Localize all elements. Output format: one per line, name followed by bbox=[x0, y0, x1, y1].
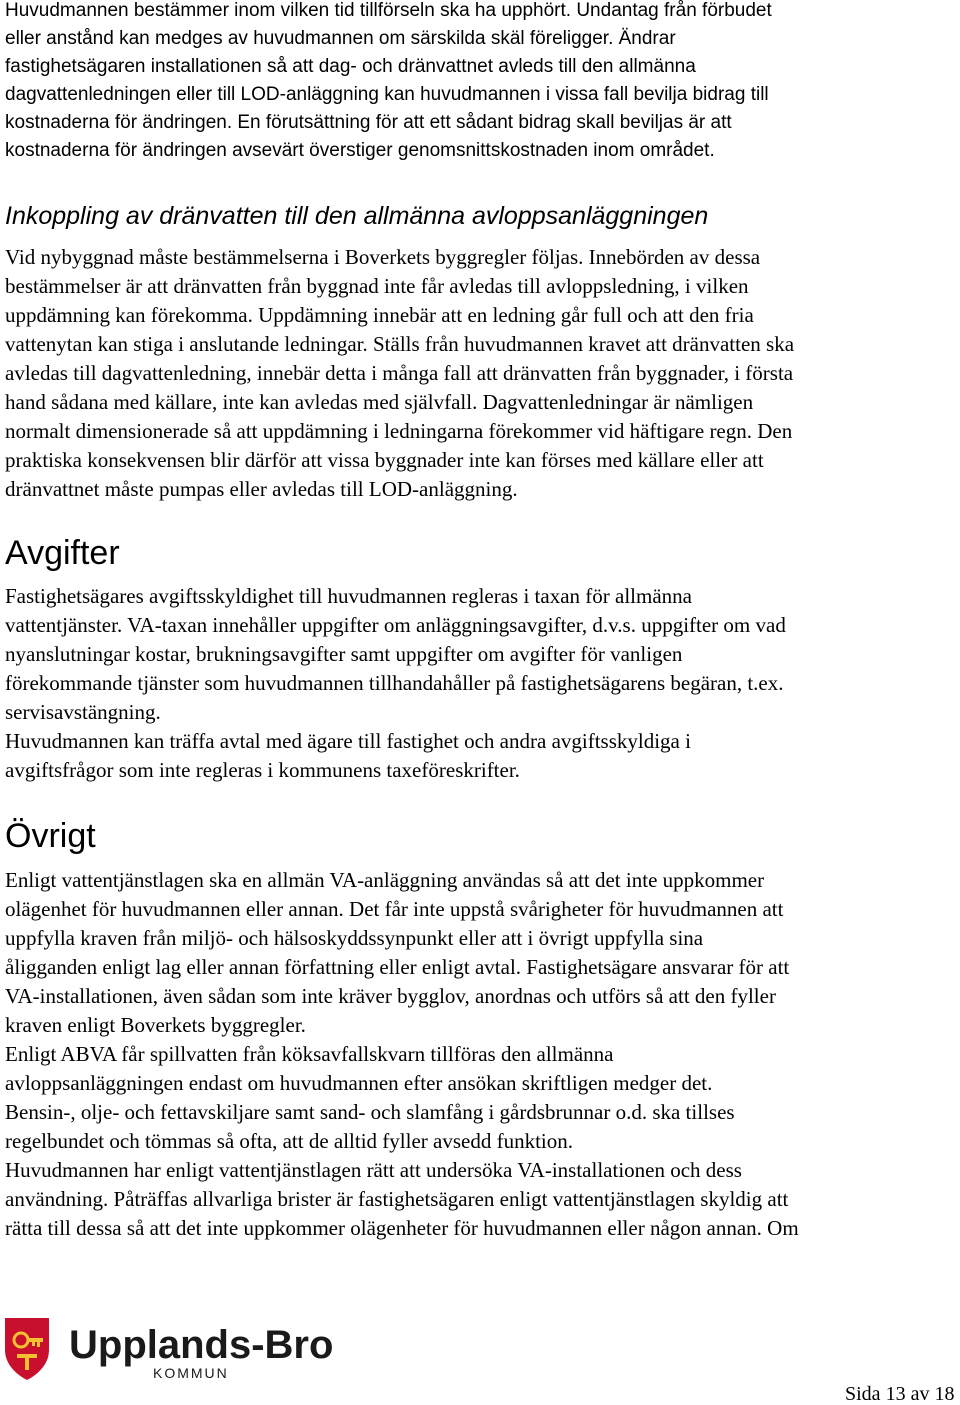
page-prefix: Sida bbox=[845, 1383, 881, 1405]
ovrigt-line: användning. Påträffas allvarliga brister är fastighetsägaren enligt vattentjänstlagen skyldig att bbox=[5, 1187, 789, 1211]
ovrigt-line: Bensin-, olje- och fettavskiljare samt sand- och slamfång i gårdsbrunnar o.d. ska tillses bbox=[5, 1100, 735, 1124]
inkoppling-line: vattenytan kan stiga i anslutande ledningar. Ställs från huvudmannen kravet att dränvatten ska bbox=[5, 332, 795, 356]
intro-paragraph bbox=[5, 0, 957, 165]
intro-line: Huvudmannen bestämmer inom vilken tid tillförseln ska ha upphört. Undantag från förbudet bbox=[5, 0, 772, 21]
page-total: 18 bbox=[934, 1383, 955, 1405]
section-heading-avgifter: Avgifter bbox=[5, 534, 120, 572]
intro-line: eller anstånd kan medges av huvudmannen om särskilda skäl föreligger. Ändrar bbox=[5, 28, 676, 49]
ovrigt-line: åligganden enligt lag eller annan författning eller enligt avtal. Fastighetsägare ansvarar för att bbox=[5, 955, 790, 979]
inkoppling-line: normalt dimensionerade så att uppdämning i ledningarna förekommer vid häftigare regn. Den bbox=[5, 419, 793, 443]
inkoppling-line: dränvattnet måste pumpas eller avledas till LOD-anläggning. bbox=[5, 477, 518, 501]
page-number bbox=[845, 1383, 954, 1405]
inkoppling-line: Vid nybyggnad måste bestämmelserna i Boverkets byggregler följas. Innebörden av dessa bbox=[5, 245, 761, 269]
upplands-bro-logo bbox=[3, 1316, 343, 1382]
intro-line: fastighetsägaren installationen så att dag- och dränvattnet avleds till den allmänna bbox=[5, 56, 696, 77]
ovrigt-line: olägenhet för huvudmannen eller annan. Det får inte uppstå svårigheter för huvudmannen att bbox=[5, 897, 784, 921]
inkoppling-paragraph bbox=[5, 243, 957, 504]
avgifter-paragraph bbox=[5, 582, 957, 785]
ovrigt-line: Enligt ABVA får spillvatten från köksavfallskvarn tillföras den allmänna bbox=[5, 1042, 614, 1066]
inkoppling-line: praktiska konsekvensen blir därför att vissa byggnader inte kan förses med källare eller att bbox=[5, 448, 764, 472]
avgifter-line: Fastighetsägares avgiftsskyldighet till huvudmannen regleras i taxan för allmänna bbox=[5, 584, 692, 608]
inkoppling-line: hand sådana med källare, inte kan avledas med självfall. Dagvattenledningar är nämligen bbox=[5, 390, 754, 414]
section-heading-inkoppling: Inkoppling av dränvatten till den allmänna avloppsanläggningen bbox=[5, 202, 709, 230]
avgifter-line: servisavstängning. bbox=[5, 700, 161, 724]
ovrigt-line: avloppsanläggningen endast om huvudmannen efter ansökan skriftligen medger det. bbox=[5, 1071, 713, 1095]
logo-subtitle: KOMMUN bbox=[153, 1365, 229, 1381]
ovrigt-paragraph bbox=[5, 866, 957, 1243]
ovrigt-line: kraven enligt Boverkets byggregler. bbox=[5, 1013, 306, 1037]
section-heading-ovrigt: Övrigt bbox=[5, 817, 96, 855]
inkoppling-line: bestämmelser är att dränvatten från byggnad inte får avledas till avloppsledning, i vilken bbox=[5, 274, 749, 298]
inkoppling-line: uppdämning kan förekomma. Uppdämning innebär att en ledning går full och att den fria bbox=[5, 303, 754, 327]
ovrigt-line: VA-installationen, även sådan som inte kräver bygglov, anordnas och utförs så att den fyller bbox=[5, 984, 776, 1008]
intro-line: kostnaderna för ändringen avsevärt överstiger genomsnittskostnaden inom området. bbox=[5, 140, 715, 161]
logo-wordmark: Upplands-Bro bbox=[69, 1323, 334, 1367]
ovrigt-line: regelbundet och tömmas så ofta, att de alltid fyller avsedd funktion. bbox=[5, 1129, 574, 1153]
intro-line: dagvattenledningen eller till LOD-anläggning kan huvudmannen i vissa fall bevilja bidrag till bbox=[5, 84, 769, 105]
avgifter-line: vattentjänster. VA-taxan innehåller uppgifter om anläggningsavgifter, d.v.s. uppgifter om vad bbox=[5, 613, 786, 637]
page-mid: av bbox=[910, 1383, 930, 1405]
coat-of-arms-icon bbox=[5, 1318, 49, 1380]
avgifter-line: nyanslutningar kostar, brukningsavgifter samt uppgifter om avgifter för vanligen bbox=[5, 642, 683, 666]
ovrigt-line: uppfylla kraven från miljö- och hälsoskyddssynpunkt eller att i övrigt uppfylla sina bbox=[5, 926, 704, 950]
page-current: 13 bbox=[885, 1383, 906, 1405]
intro-line: kostnaderna för ändringen. En förutsättning för att ett sådant bidrag skall beviljas är att bbox=[5, 112, 732, 133]
ovrigt-line: Huvudmannen har enligt vattentjänstlagen rätt att undersöka VA-installationen och dess bbox=[5, 1158, 742, 1182]
ovrigt-line: Enligt vattentjänstlagen ska en allmän VA-anläggning användas så att det inte uppkommer bbox=[5, 868, 765, 892]
avgifter-line: avgiftsfrågor som inte regleras i kommunens taxeföreskrifter. bbox=[5, 758, 520, 782]
ovrigt-line: rätta till dessa så att det inte uppkommer olägenheter för huvudmannen eller någon annan. Om bbox=[5, 1216, 799, 1240]
avgifter-line: Huvudmannen kan träffa avtal med ägare till fastighet och andra avgiftsskyldiga i bbox=[5, 729, 691, 753]
avgifter-line: förekommande tjänster som huvudmannen tillhandahåller på fastighetsägarens begäran, t.ex. bbox=[5, 671, 784, 695]
inkoppling-line: avledas till dagvattenledning, innebär detta i många fall att dränvatten från byggnader, i första bbox=[5, 361, 794, 385]
